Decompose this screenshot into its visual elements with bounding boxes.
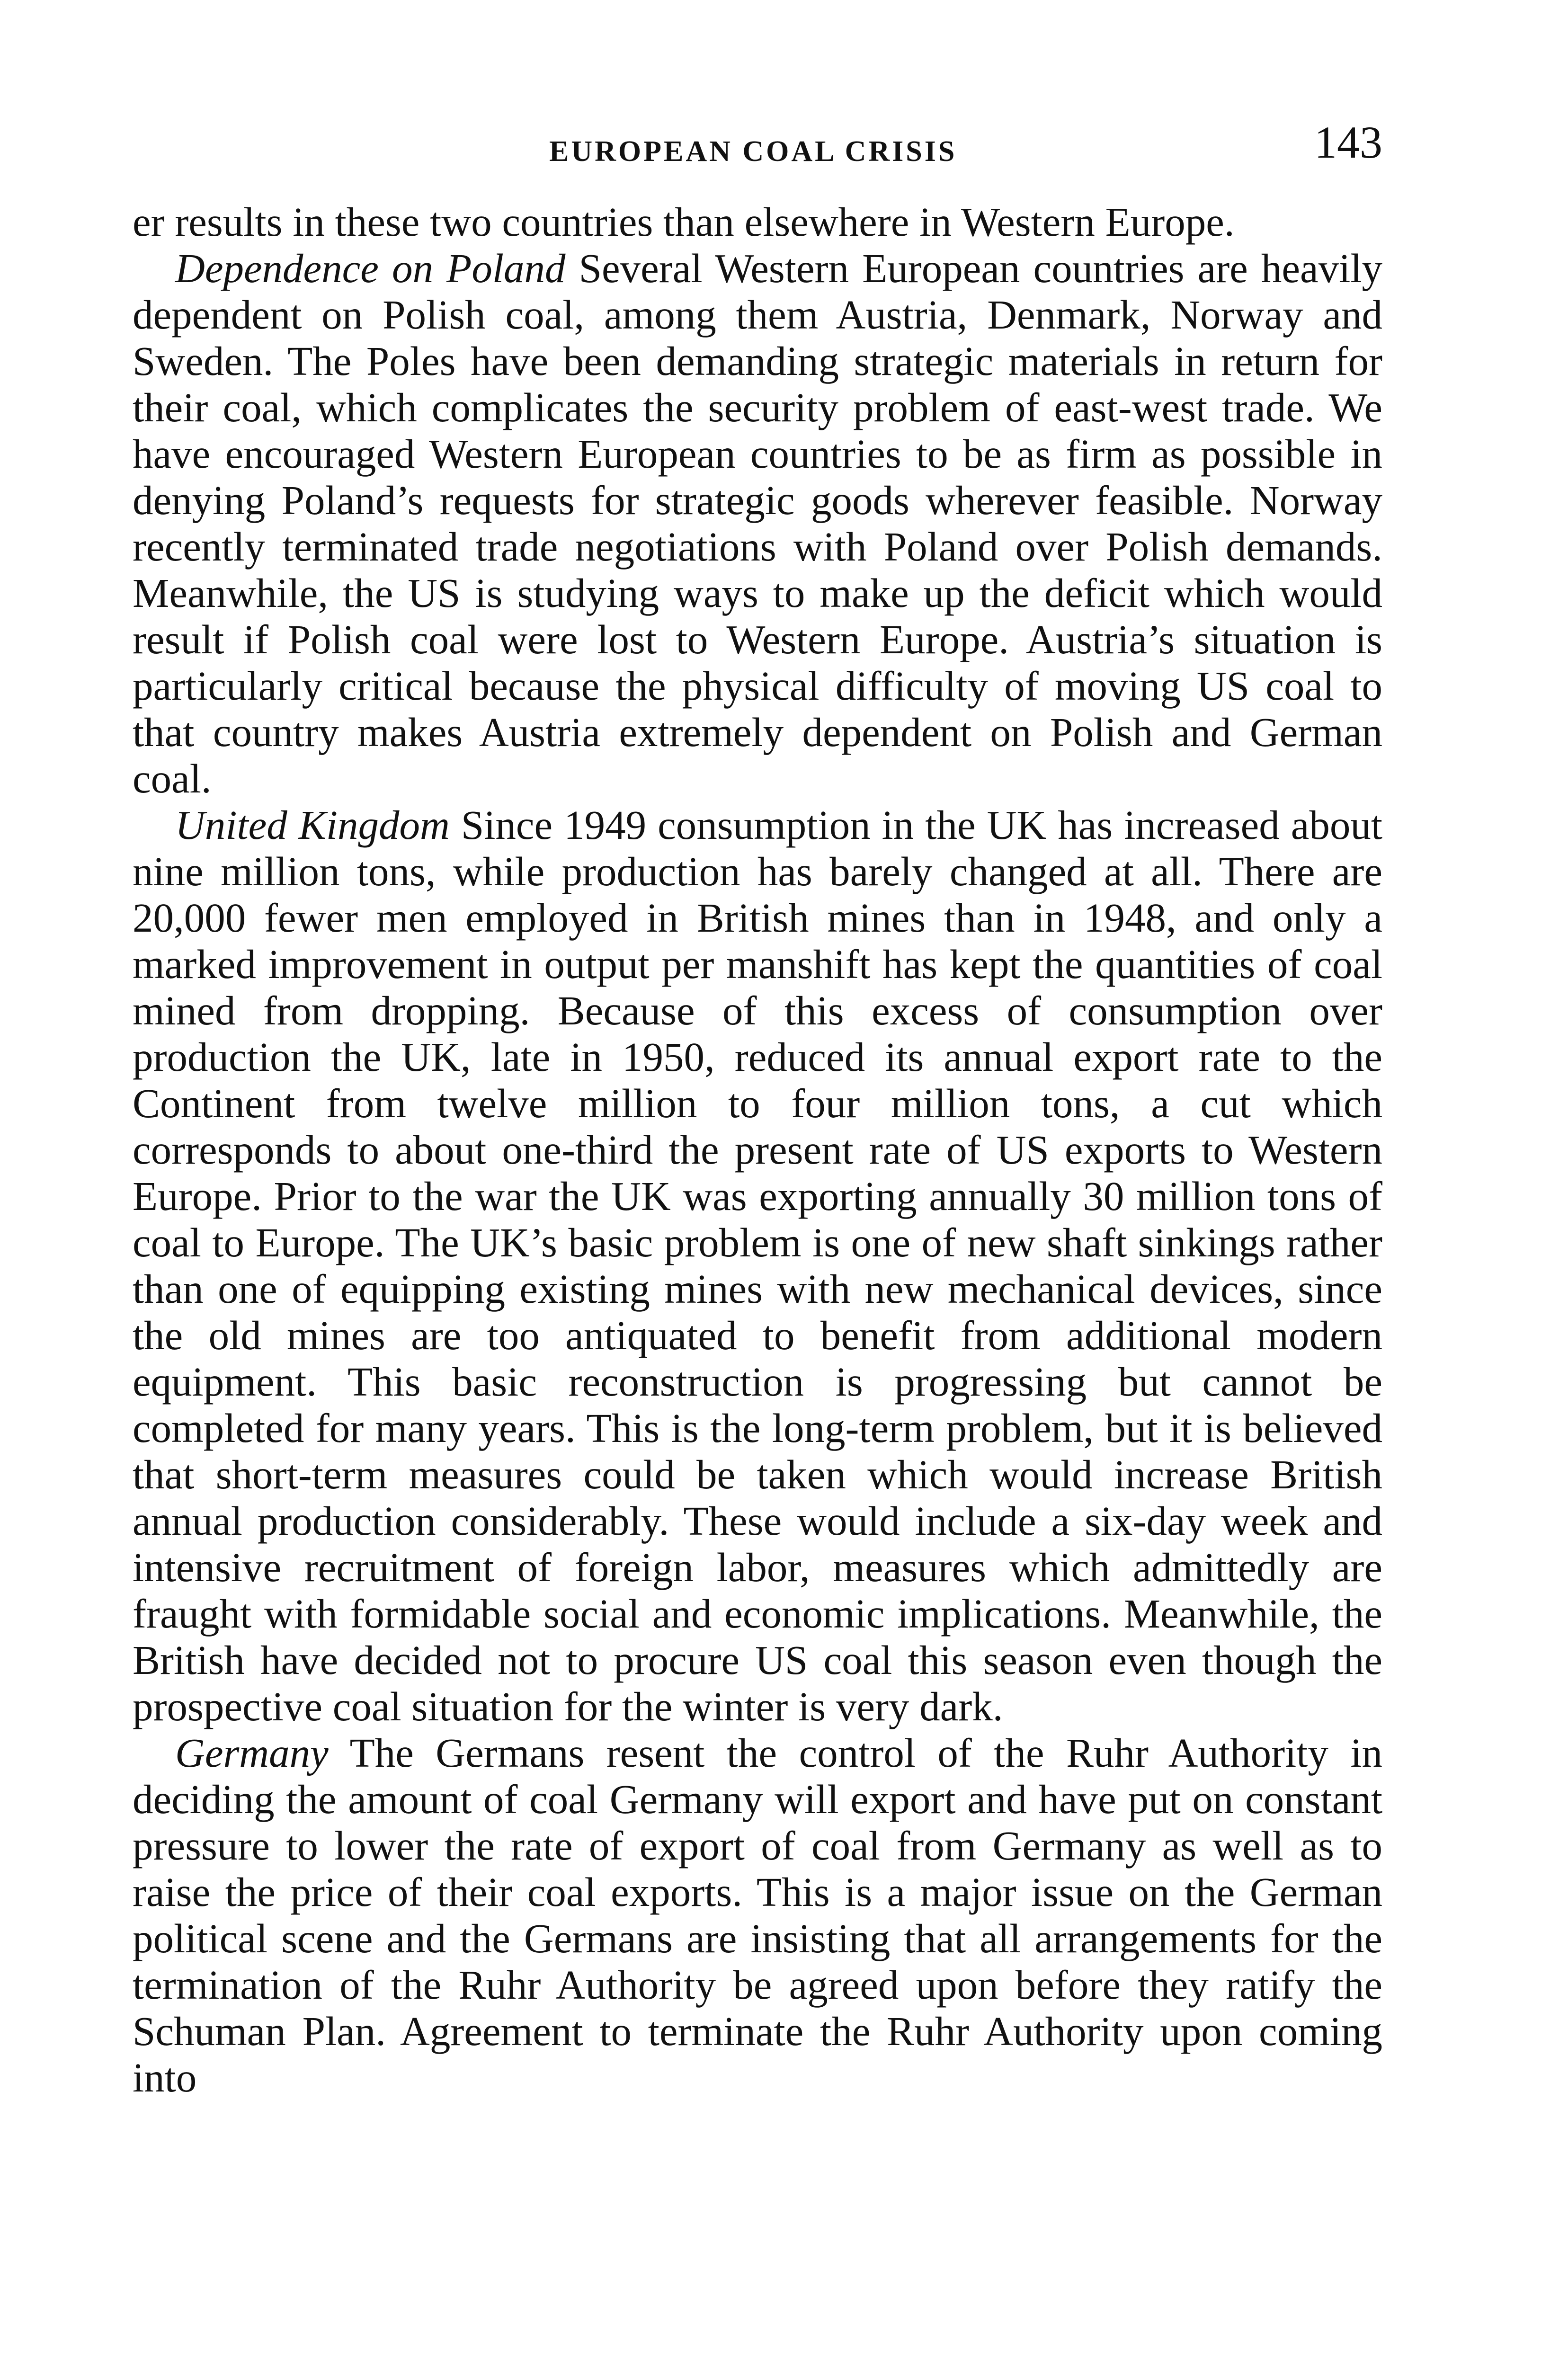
document-page — [133, 0, 1382, 2367]
paragraph-text: Since 1949 consumption in the UK has increased about nine million tons, while production has barely changed at all. There are 20,000 fewer men employed in British mines than in 1948, and only a marked improvement in output per manshift has kept the quantities of coal mined from dropping. Because of this excess of consumption over production the UK, late in 1950, reduced its annual export rate to the Continent from twelve million to four million tons, a cut which corresponds to about one-third the present rate of US exports to Western Europe. Prior to the war the UK was exporting annually 30 million tons of coal to Europe. The UK’s basic problem is one of new shaft sinkings rather than one of equipping existing mines with new mechanical devices, since the old mines are too antiquated to benefit from additional modern equipment. This basic reconstruction is progressing but cannot be completed for many years. This is the long-term problem, but it is believed that short-term measures could be taken which would increase British annual production considerably. These would include a six-day week and intensive recruitment of foreign labor, measures which admittedly are fraught with formidable social and economic implications. Meanwhile, the British have decided not to procure US coal this season even though the prospective coal situation for the winter is very dark. — [133, 802, 1382, 1729]
paragraph-text: The Germans resent the control of the Ruhr Authority in deciding the amount of coal Germany will export and have put on constant pressure to lower the rate of export of coal from Germany as well as to raise the price of their coal exports. This is a major issue on the German political scene and the Germans are insisting that all arrangements for the termination of the Ruhr Authority be agreed upon before they ratify the Schuman Plan. Agreement to terminate the Ruhr Authority upon coming into — [133, 1730, 1382, 2100]
page-header — [133, 116, 1382, 173]
subhead-dependence-on-poland: Dependence on Poland — [175, 245, 566, 291]
subhead-united-kingdom: United Kingdom — [175, 802, 450, 848]
subhead-germany: Germany — [175, 1730, 329, 1776]
paragraph-germany — [133, 1730, 1382, 2101]
body-text — [133, 199, 1382, 2101]
paragraph-united-kingdom — [133, 802, 1382, 1730]
page-number: 143 — [1314, 117, 1382, 168]
paragraph-text: Several Western European countries are heavily dependent on Polish coal, among them Austria, Denmark, Norway and Sweden. The Poles have been demanding strategic materials in return for their coal, which complicates the security problem of east-west trade. We have encouraged Western European countries to be as firm as possible in denying Poland’s requests for strategic goods wherever feasible. Norway recently terminated trade negotiations with Poland over Polish demands. Meanwhile, the US is studying ways to make up the deficit which would result if Polish coal were lost to Western Europe. Austria’s situation is particularly critical because the physical difficulty of moving US coal to that country makes Austria extremely dependent on Polish and German coal. — [133, 245, 1383, 801]
running-head: EUROPEAN COAL CRISIS — [549, 135, 957, 168]
paragraph-dependence-on-poland — [133, 245, 1382, 802]
continuation-paragraph: er results in these two countries than elsewhere in Western Europe. — [133, 199, 1235, 245]
